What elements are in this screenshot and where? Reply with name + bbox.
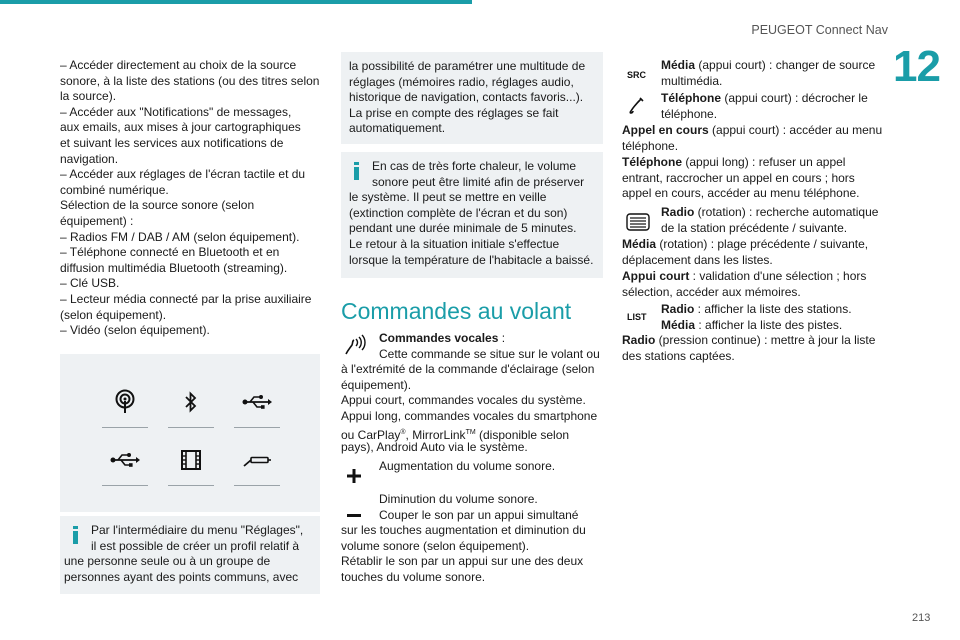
media-rotation-line	[622, 237, 868, 253]
list-button-icon: LIST	[627, 312, 647, 322]
thumbwheel-icon	[626, 212, 650, 237]
text-line: (extinction complète de l'écran et du son)	[349, 205, 568, 220]
usb-icon	[102, 440, 148, 480]
text-line: la possibilité de paramétrer une multitude de	[349, 59, 586, 73]
text-line: Le retour à la situation initiale s'effectue	[349, 237, 560, 251]
text-line: Cette commande se situe sur le volant ou	[379, 346, 600, 361]
bold-label: Média	[622, 237, 657, 251]
text-line: réglages (mémoires radio, réglages audio,	[349, 74, 574, 89]
text-line: entrant, raccrocher un appel en cours ; hors	[622, 170, 855, 185]
voice-title-line	[379, 331, 505, 347]
phone-short-line	[661, 91, 868, 107]
text-line: sonore peut être limité afin de préserver	[372, 174, 585, 189]
text-line: de la station précédente / suivante.	[661, 220, 848, 235]
aux-jack-icon	[234, 440, 280, 480]
text-line: (selon équipement).	[60, 307, 167, 322]
text-line: touches du volume sonore.	[341, 570, 486, 584]
info-box-heat	[341, 152, 603, 278]
text-line: – Lecteur média connecté par la prise auxiliaire	[60, 291, 312, 306]
page-header-title: PEUGEOT Connect Nav	[751, 23, 888, 37]
text-span: (rotation) : plage précédente / suivante,	[656, 237, 869, 251]
bold-label: Radio	[661, 205, 695, 219]
bold-label: Appel en cours	[622, 123, 709, 137]
text-span: : afficher la liste des pistes.	[695, 317, 843, 332]
text-line: pendant une durée minimale de 5 minutes.	[349, 221, 577, 236]
info-icon	[73, 526, 78, 541]
text-span: (rotation) : recherche automatique	[694, 205, 879, 219]
volume-up-text: Augmentation du volume sonore.	[379, 459, 556, 473]
info-box-profiles	[60, 516, 320, 594]
text-span: : afficher la liste des stations.	[694, 302, 852, 316]
text-span: (pression continue) : mettre à jour la liste	[655, 333, 876, 348]
bold-label: Média	[661, 58, 696, 72]
text-line: téléphone.	[661, 106, 718, 121]
bluetooth-icon	[168, 382, 214, 422]
radio-hold-line	[622, 333, 875, 349]
bold-label: Téléphone	[622, 155, 683, 169]
text-line: téléphone.	[622, 138, 679, 153]
info-icon	[354, 162, 359, 177]
text-line: lorsque la température de l'habitacle a baissé.	[349, 252, 594, 267]
src-button-icon: SRC	[627, 70, 647, 80]
text-span: (appui court) : changer de source	[695, 58, 876, 72]
volume-down-icon	[347, 505, 361, 523]
phone-long-line	[622, 155, 845, 171]
text-line: Appui court, commandes vocales du système.	[341, 393, 586, 408]
bold-label: Téléphone	[661, 91, 722, 105]
text-line: déplacement dans les listes.	[622, 252, 773, 267]
text-line: pays), Android Auto via le système.	[341, 440, 528, 455]
usb-icon	[234, 382, 280, 422]
text-line: des stations captées.	[622, 348, 735, 363]
voice-command-label: Commandes vocales	[379, 331, 499, 345]
text-line: équipement) :	[60, 213, 134, 228]
text-line: sélection, accéder aux mémoires.	[622, 284, 801, 299]
bold-label: Radio	[622, 333, 656, 348]
media-short-line	[661, 58, 875, 74]
text-span: (appui long) : refuser un appel	[682, 155, 846, 169]
volume-up-icon	[347, 469, 361, 488]
voice-command-icon	[342, 334, 370, 361]
text-line: équipement).	[341, 377, 412, 392]
text-line: – Téléphone connecté en Bluetooth et en	[60, 245, 280, 260]
text-span: (appui court) : accéder au menu	[708, 123, 883, 137]
text-span: , MirrorLink	[405, 427, 466, 442]
text-line: La prise en compte des réglages se fait	[349, 105, 559, 120]
text-line: à l'extrémité de la commande d'éclairage (selon	[341, 362, 595, 377]
text-line: et suivant les services aux notifications de	[60, 135, 284, 150]
chapter-number: 12	[893, 42, 940, 91]
phone-icon	[628, 97, 644, 120]
text-line: – Accéder directement au choix de la source	[60, 58, 297, 72]
text-line: navigation.	[60, 151, 119, 166]
text-line: – Clé USB.	[60, 276, 120, 291]
radio-rotation-line	[661, 205, 878, 221]
text-line: – Accéder aux "Notifications" de messages,	[60, 104, 292, 119]
text-line: multimédia.	[661, 73, 723, 88]
text-line: Diminution du volume sonore.	[379, 492, 538, 506]
text-line: la source).	[60, 89, 117, 104]
text-line: appel en cours, accéder au menu téléphone.	[622, 186, 860, 201]
text-span: ou CarPlay	[341, 427, 401, 442]
text-line: Couper le son par un appui simultané	[379, 507, 579, 522]
bold-label: Radio	[661, 302, 695, 316]
radio-list-line	[661, 302, 852, 318]
text-line: automatiquement.	[349, 121, 446, 136]
text-line: Appui long, commandes vocales du smartphone	[341, 409, 598, 423]
bold-label: Appui court	[622, 269, 690, 283]
text-line: En cas de très forte chaleur, le volume	[372, 159, 577, 173]
text-line: – Accéder aux réglages de l'écran tactile et du	[60, 167, 306, 182]
section-title: Commandes au volant	[341, 298, 572, 324]
video-icon	[168, 440, 214, 480]
text-line: aux emails, aux mises à jour cartographiques	[60, 120, 301, 135]
text-line: diffusion multimédia Bluetooth (streaming).	[60, 260, 288, 275]
text-span: (appui court) : décrocher le	[721, 91, 868, 105]
source-icons-panel	[60, 354, 320, 512]
text-line: il est possible de créer un profil relatif à	[91, 538, 300, 553]
text-line: personnes ayant des points communs, avec	[64, 569, 299, 584]
text-line: une personne seule ou à un groupe de	[64, 554, 271, 569]
column-1-text	[60, 58, 324, 339]
info-box-continuation	[341, 52, 603, 144]
media-list-line	[661, 318, 842, 334]
text-line: historique de navigation, contacts favoris...).	[349, 90, 584, 105]
text-span: : validation d'une sélection ; hors	[689, 269, 867, 283]
text-line: Par l'intermédiaire du menu "Réglages",	[91, 523, 304, 537]
header-accent-bar	[0, 0, 472, 4]
text-line: Rétablir le son par un appui sur une des deux	[341, 554, 584, 569]
text-line: – Vidéo (selon équipement).	[60, 323, 210, 338]
trademark-mark: TM	[465, 428, 476, 436]
text-line: combiné numérique.	[60, 182, 169, 197]
text-span: (disponible selon	[475, 427, 570, 442]
text-line: le système. Il peut se mettre en veille	[349, 190, 547, 205]
text-line: sur les touches augmentation et diminution du	[341, 523, 586, 538]
text-span: :	[498, 331, 506, 345]
text-line: volume sonore (selon équipement).	[341, 538, 530, 553]
short-press-line	[622, 269, 866, 285]
text-line: sonore, à la liste des stations (ou des titres selon	[60, 73, 320, 88]
bold-label: Média	[661, 317, 696, 332]
text-line: – Radios FM / DAB / AM (selon équipement).	[60, 229, 300, 244]
call-in-progress-line	[622, 123, 882, 139]
registered-mark: ®	[400, 428, 406, 436]
page-number: 213	[912, 612, 931, 624]
text-line: Sélection de la source sonore (selon	[60, 198, 255, 213]
radio-icon	[102, 382, 148, 422]
